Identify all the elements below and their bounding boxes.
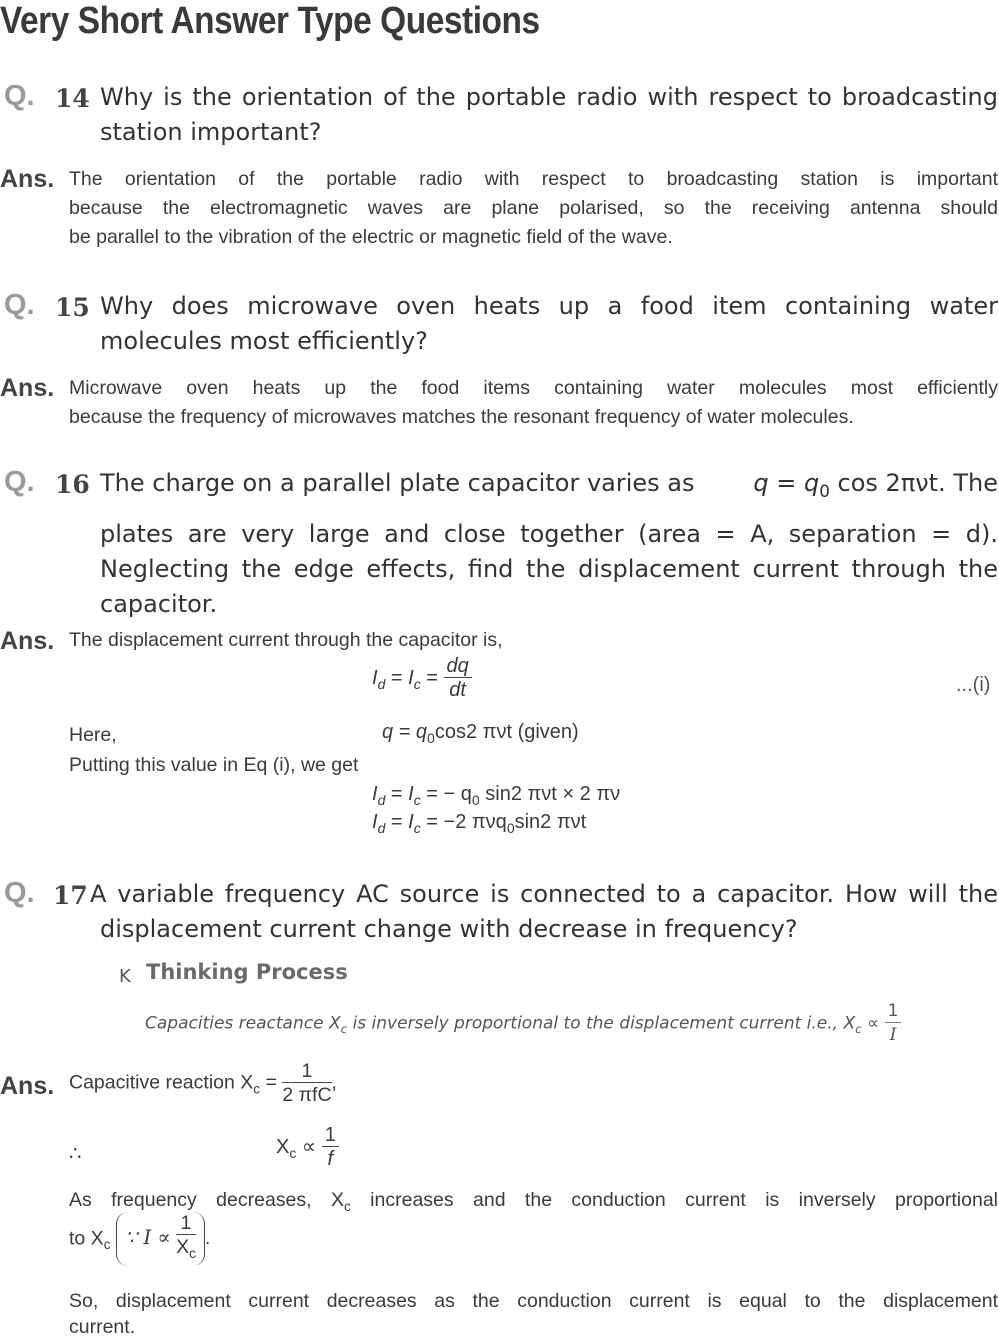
answer-marker: Ans.: [0, 1072, 55, 1100]
conclusion-line: current.: [69, 1316, 136, 1338]
thinking-process-label: Thinking Process: [146, 960, 348, 984]
question-line: station important?: [100, 118, 322, 146]
equation-2: $I_d = I_c$ = − $q_0$ sin2 πνt × 2 πν: [372, 783, 621, 808]
answer-line: Microwave oven heats up the food items containing water molecules most efficiently: [69, 377, 998, 399]
here-label: Here,: [69, 724, 117, 746]
answer-intro: The displacement current through the capacitor is,: [69, 629, 503, 651]
note-sub: c: [855, 1021, 862, 1036]
note-text: Capacities reactance X: [145, 1013, 341, 1034]
eq-symbol: I: [408, 666, 414, 689]
question-number: 16: [55, 470, 90, 499]
thinking-process-note: [145, 1000, 901, 1047]
sub: c: [103, 1237, 111, 1252]
question-number: 15: [55, 293, 90, 322]
note-sub: c: [340, 1021, 348, 1036]
answer-line: because the frequency of microwaves matches the resonant frequency of water molecules.: [69, 406, 854, 428]
xc-symbol: X: [276, 1135, 290, 1158]
question-line: Why does microwave oven heats up a food item containing water: [100, 292, 998, 320]
question-marker: Q.: [4, 466, 35, 498]
den-text: X: [176, 1236, 190, 1258]
answer-text: [69, 165, 998, 252]
question-line: [100, 466, 998, 509]
question-line: Why is the orientation of the portable radio with respect to broadcasting: [100, 83, 998, 111]
equals-sign: =: [265, 1071, 277, 1094]
fraction-numerator: 1: [282, 1060, 331, 1083]
question-text: [100, 289, 998, 359]
fraction-denominator: dt: [449, 679, 466, 701]
eq-sub: 0: [506, 820, 515, 836]
fraction-denominator: [176, 1235, 196, 1266]
eq-symbol: I: [408, 811, 414, 833]
thinking-process-icon: K: [119, 966, 131, 987]
eq-rhs: sin2 πνt: [514, 811, 587, 833]
answer-marker: Ans.: [0, 374, 55, 402]
eq-symbol: I: [372, 783, 378, 805]
eq-rhs: = − q: [426, 783, 472, 805]
question-line: Neglecting the edge effects, find the displacement current through the: [100, 554, 998, 583]
equation-reference: ...(i): [956, 674, 991, 696]
proportional-symbol: ∝: [867, 1013, 880, 1034]
because-bracket: [116, 1212, 205, 1266]
fraction-numerator: 1: [885, 1000, 902, 1023]
conclusion-text: [69, 1287, 998, 1338]
eq-sub: c: [413, 820, 421, 836]
eq-sub: d: [377, 792, 386, 808]
question-line: capacitor.: [100, 589, 218, 618]
eq-sub: d: [377, 675, 386, 692]
answer-marker: Ans.: [0, 627, 55, 655]
sub: c: [343, 1198, 351, 1214]
fraction: [176, 1212, 196, 1266]
given-note: (given): [517, 721, 579, 743]
fraction: [444, 655, 472, 702]
equation-3: $I_d = I_c = -2$ πνq$_0$sin2 πνt: [372, 811, 587, 836]
eq-rhs: cos2 πνt: [434, 721, 513, 743]
fraction-numerator: dq: [444, 655, 472, 678]
fraction: [322, 1124, 339, 1171]
text: to X: [69, 1227, 104, 1250]
eq-sub: c: [413, 792, 421, 808]
given-equation: [382, 721, 579, 746]
question-marker: Q.: [4, 877, 35, 909]
answer-line: The orientation of the portable radio with respect to broadcasting station is important: [69, 168, 998, 190]
question-marker: Q.: [4, 80, 35, 112]
fraction-numerator: 1: [176, 1212, 196, 1235]
fraction-denominator: I: [889, 1025, 897, 1045]
fraction-numerator: 1: [322, 1124, 339, 1147]
eq-symbol: I: [408, 783, 414, 805]
putting-text: Putting this value in Eq (i), we get: [69, 754, 359, 776]
eq-lhs: q = q: [382, 721, 428, 743]
ans-sub: c: [253, 1081, 261, 1097]
eq-sub: 0: [471, 792, 480, 808]
therefore-symbol: ∴: [69, 1143, 82, 1165]
den-sub: c: [189, 1245, 196, 1261]
capacitive-reaction-line: Capacitive reaction $X_c$ = $\frac{1}{\text{2 πfC}}$ ,: [69, 1060, 337, 1106]
fraction: [885, 1000, 902, 1047]
equation-1: $I_d = I_c$ = $\frac{dq}{dt}$: [372, 655, 472, 702]
explanation-line-2: to $X_c$ ∵ I ∝ $\frac{1}{X_c}$ .: [69, 1212, 210, 1266]
answer-text: [69, 374, 998, 432]
charge-eq-sub: 0: [819, 480, 830, 501]
eq-sub: d: [377, 820, 386, 836]
conclusion-line: So, displacement current decreases as the conduction current is equal to the displacement: [69, 1290, 998, 1312]
ans-text: Capacitive reaction X: [69, 1071, 254, 1094]
question-line: displacement current change with decrease in frequency?: [100, 915, 798, 943]
question-text: [90, 877, 998, 947]
question-line: molecules most efficiently?: [100, 327, 428, 355]
proportional-symbol: ∝: [301, 1135, 317, 1158]
question-text: [100, 466, 998, 622]
fraction-denominator: f: [327, 1148, 334, 1170]
answer-line: be parallel to the vibration of the electric or magnetic field of the wave.: [69, 226, 673, 248]
question-number: 14: [55, 84, 90, 113]
fraction-denominator: 2 πfC: [282, 1084, 332, 1106]
eq-sub: 0: [427, 730, 435, 746]
xc-proportional: [276, 1124, 339, 1171]
fraction: [282, 1060, 331, 1107]
eq-rhs: sin2 πνt × 2 πν: [485, 783, 621, 805]
question-line-prefix: The charge on a parallel plate capacitor varies as: [100, 469, 695, 497]
answer-marker: Ans.: [0, 165, 55, 193]
question-line-suffix: . The: [938, 469, 998, 497]
question-number: 17: [53, 881, 88, 910]
charge-eq-rhs: cos 2πνt: [837, 469, 939, 497]
charge-equation: [753, 466, 998, 509]
xc-sub: c: [289, 1144, 297, 1161]
eq-sub: c: [413, 675, 421, 692]
eq-symbol: I: [372, 811, 378, 833]
question-text: [100, 80, 998, 150]
because-text: ∵ I ∝: [124, 1226, 171, 1250]
note-text: is inversely proportional to the displacement current i.e., X: [352, 1013, 856, 1034]
eq-symbol: I: [372, 666, 378, 689]
text: increases and the conduction current is inversely proportional: [370, 1189, 998, 1211]
answer-line: because the electromagnetic waves are plane polarised, so the receiving antenna should: [69, 197, 998, 219]
question-marker: Q.: [4, 289, 35, 321]
text: As frequency decreases, X: [69, 1189, 344, 1211]
eq-rhs: = −2 πνq: [426, 811, 507, 833]
question-line: plates are very large and close together (area = A, separation = d).: [100, 519, 998, 548]
page-title: Very Short Answer Type Questions: [0, 0, 540, 42]
charge-eq-lhs: q = q: [753, 469, 820, 497]
question-line: A variable frequency AC source is connected to a capacitor. How will the: [90, 880, 998, 908]
